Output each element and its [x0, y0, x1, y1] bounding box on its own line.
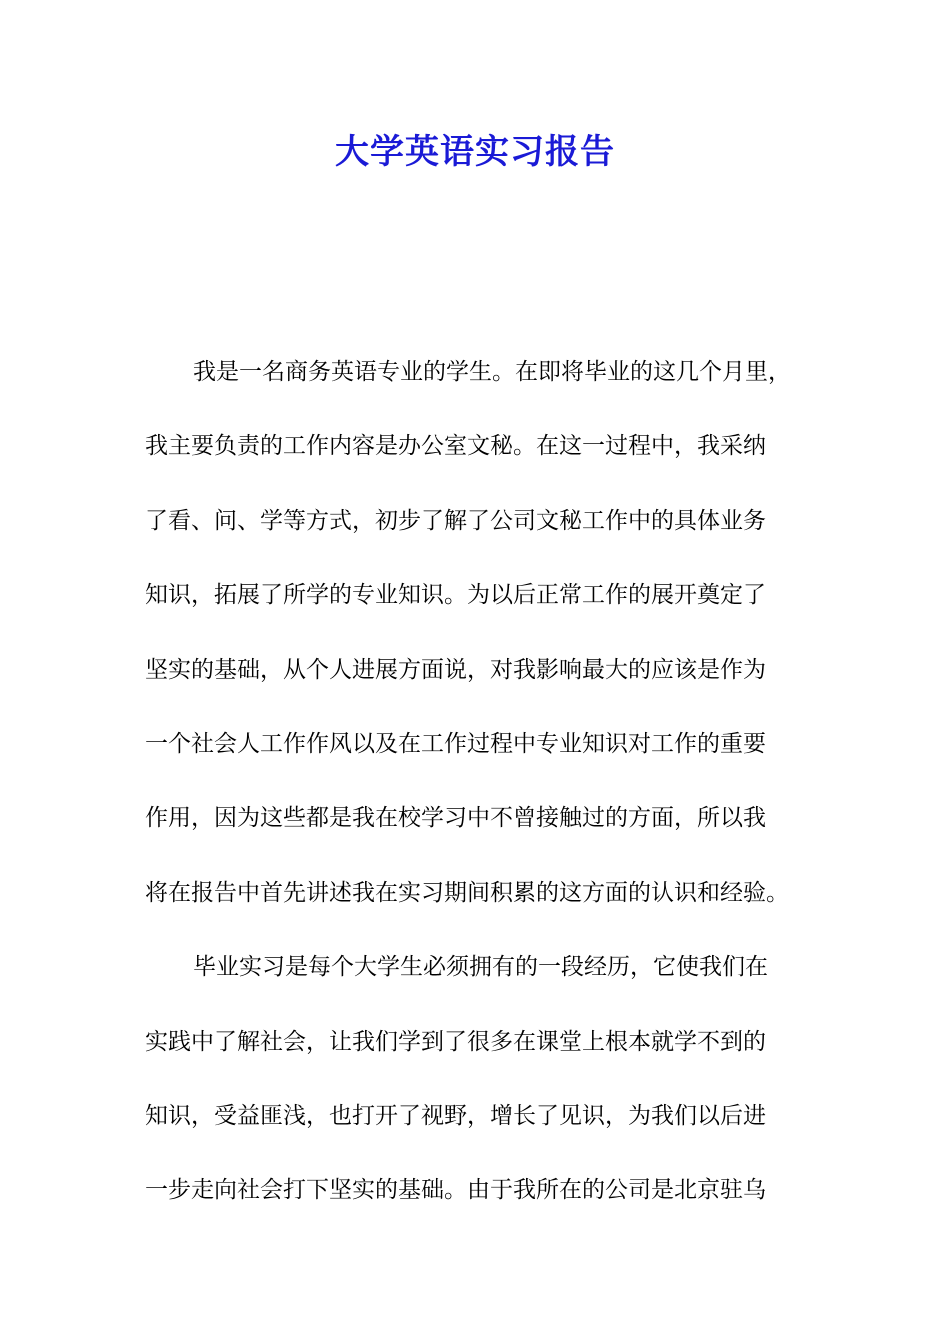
- paragraph-line: 我主要负责的工作内容是办公室文秘。在这一过程中，我采纳: [145, 433, 766, 460]
- document-body: [145, 335, 805, 1228]
- paragraph-line: 实践中了解社会，让我们学到了很多在课堂上根本就学不到的: [145, 1028, 766, 1055]
- paragraph-line: 一个社会人工作作风以及在工作过程中专业知识对工作的重要: [145, 730, 766, 757]
- paragraph-line: 我是一名商务英语专业的学生。在即将毕业的这几个月里，: [193, 359, 791, 385]
- paragraph-line: 将在报告中首先讲述我在实习期间积累的这方面的认识和经验。: [145, 879, 789, 906]
- paragraph-line: 了看、问、学等方式，初步了解了公司文秘工作中的具体业务: [145, 507, 766, 534]
- paragraph-line: 知识，拓展了所学的专业知识。为以后正常工作的展开奠定了: [145, 582, 766, 609]
- document-title: 大学英语实习报告: [335, 132, 615, 172]
- paragraph-line: 作用，因为这些都是我在校学习中不曾接触过的方面，所以我: [145, 805, 766, 832]
- paragraph-line: 一步走向社会打下坚实的基础。由于我所在的公司是北京驻乌: [145, 1177, 766, 1204]
- paragraph-line: 知识，受益匪浅，也打开了视野，增长了见识，为我们以后进: [145, 1102, 766, 1129]
- paragraph-line: 毕业实习是每个大学生必须拥有的一段经历，它使我们在: [193, 954, 768, 981]
- paragraph-line: 坚实的基础，从个人进展方面说，对我影响最大的应该是作为: [145, 656, 766, 683]
